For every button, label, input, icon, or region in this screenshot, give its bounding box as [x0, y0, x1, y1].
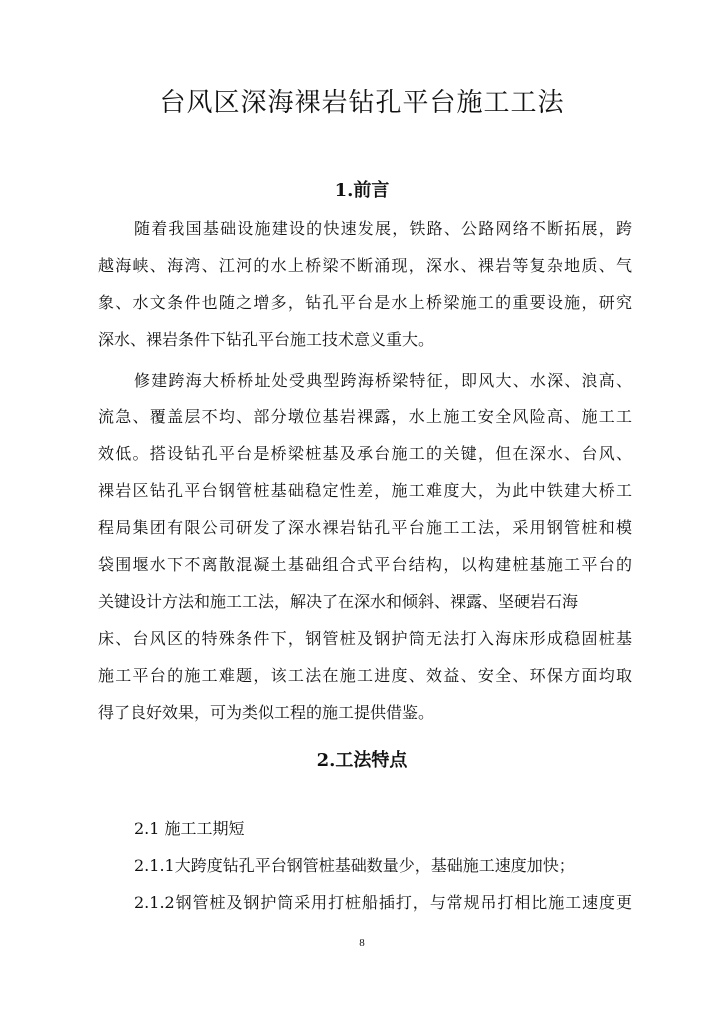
list-item: 2.1 施工工期短 [134, 819, 245, 838]
paragraph-line: 流急、覆盖层不均、部分墩位基岩裸露，水上施工安全风险高、施工工 [98, 407, 632, 426]
list-item: 2.1.1大跨度钻孔平台钢管桩基础数量少，基础施工速度加快； [134, 856, 575, 875]
paragraph-line: 关键设计方法和施工工法，解决了在深水和倾斜、裸露、坚硬岩石海 [98, 592, 579, 611]
paragraph-line: 效低。搭设钻孔平台是桥梁桩基及承台施工的关键，但在深水、台风、 [98, 444, 632, 463]
paragraph-line: 袋围堰水下不离散混凝土基础组合式平台结构，以构建桩基施工平台的 [98, 555, 632, 574]
page-number: 8 [359, 937, 365, 949]
section-heading-features: 2.工法特点 [316, 750, 408, 771]
paragraph-line: 象、水文条件也随之增多，钻孔平台是水上桥梁施工的重要设施，研究 [98, 293, 632, 312]
paragraph-line: 床、台风区的特殊条件下，钢管桩及钢护筒无法打入海床形成稳固桩基 [98, 629, 632, 648]
paragraph-line: 裸岩区钻孔平台钢管桩基础稳定性差，施工难度大，为此中铁建大桥工 [98, 481, 632, 500]
list-item: 2.1.2钢管桩及钢护筒采用打桩船插打，与常规吊打相比施工速度更 [134, 893, 632, 912]
paragraph-line: 深水、裸岩条件下钻孔平台施工技术意义重大。 [98, 330, 435, 349]
paragraph-line: 得了良好效果，可为类似工程的施工提供借鉴。 [98, 703, 435, 722]
paragraph-line: 越海峡、海湾、江河的水上桥梁不断涌现，深水、裸岩等复杂地质、气 [98, 256, 632, 275]
paragraph-line: 随着我国基础设施建设的快速发展，铁路、公路网络不断拓展，跨 [134, 219, 632, 238]
section-heading-preface: 1.前言 [334, 180, 390, 201]
paragraph-line: 修建跨海大桥桥址处受典型跨海桥梁特征，即风大、水深、浪高、 [134, 371, 632, 390]
paragraph-line: 施工平台的施工难题，该工法在施工进度、效益、安全、环保方面均取 [98, 666, 632, 685]
document-title: 台风区深海裸岩钻孔平台施工工法 [159, 88, 565, 118]
paragraph-line: 程局集团有限公司研发了深水裸岩钻孔平台施工工法，采用钢管桩和模 [98, 518, 632, 537]
